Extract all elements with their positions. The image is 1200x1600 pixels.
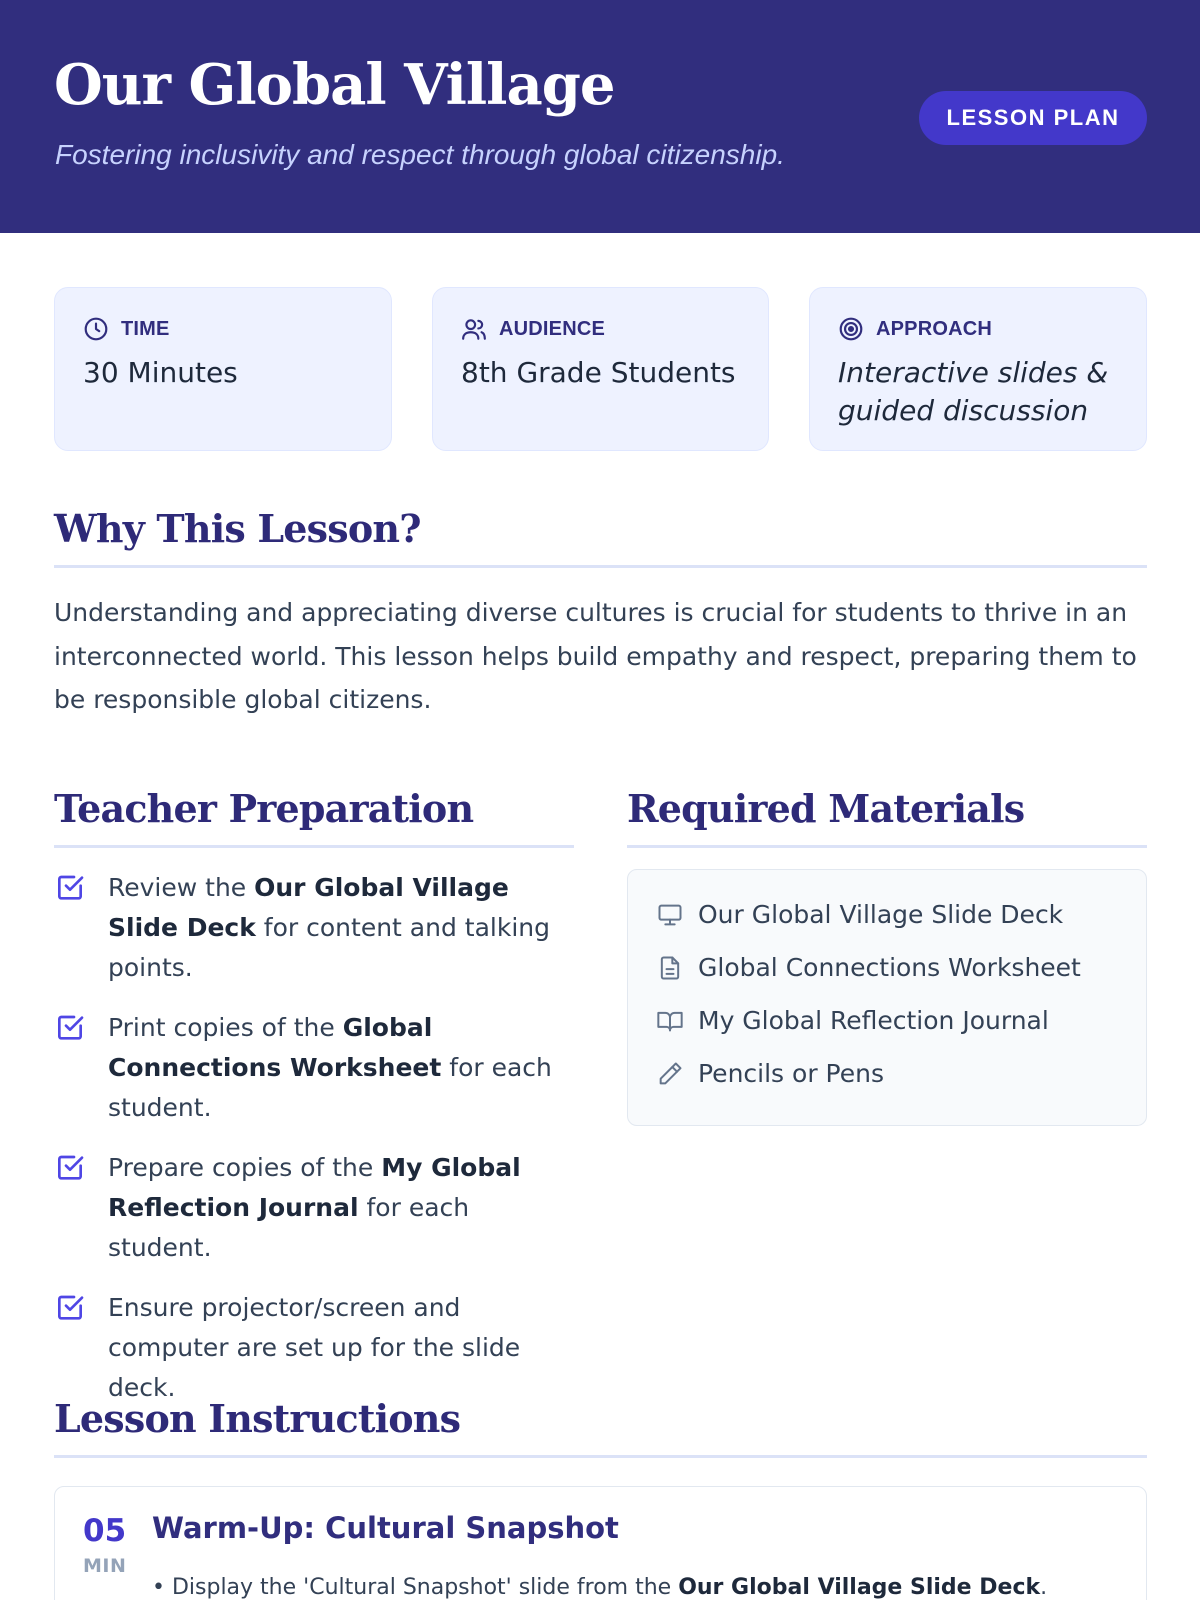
info-card-audience-label: AUDIENCE bbox=[461, 316, 605, 342]
preparation-item: Ensure projector/screen and computer are set up for the slide deck. bbox=[54, 1288, 574, 1408]
step-title: Warm-Up: Cultural Snapshot bbox=[152, 1511, 619, 1545]
why-divider bbox=[54, 565, 1147, 568]
step-text: • Display the 'Cultural Snapshot' slide from the Our Global Village Slide Deck. bbox=[152, 1575, 1048, 1600]
clock-icon bbox=[83, 316, 109, 342]
instructions-divider bbox=[54, 1455, 1147, 1458]
materials-divider bbox=[627, 845, 1147, 848]
book-icon bbox=[656, 1007, 684, 1035]
why-heading: Why This Lesson? bbox=[54, 506, 421, 551]
checkbox-checked-icon bbox=[54, 871, 86, 903]
page-subtitle: Fostering inclusivity and respect through global citizenship. bbox=[55, 139, 785, 170]
info-card-time-label: TIME bbox=[83, 316, 170, 342]
monitor-icon bbox=[656, 901, 684, 929]
checkbox-checked-icon bbox=[54, 1011, 86, 1043]
preparation-item: Review the Our Global Village Slide Deck for content and talking points. bbox=[54, 868, 574, 988]
header-banner bbox=[0, 0, 1200, 233]
preparation-divider bbox=[54, 845, 574, 848]
material-item: Our Global Village Slide Deck bbox=[656, 900, 1063, 929]
material-item: Pencils or Pens bbox=[656, 1059, 884, 1088]
info-card-time-value: 30 Minutes bbox=[83, 356, 238, 389]
preparation-heading: Teacher Preparation bbox=[54, 786, 474, 831]
material-item: My Global Reflection Journal bbox=[656, 1006, 1049, 1035]
preparation-item: Prepare copies of the My Global Reflection Journal for each student. bbox=[54, 1148, 574, 1268]
info-card-audience-value: 8th Grade Students bbox=[461, 356, 736, 389]
info-card-time bbox=[54, 287, 392, 451]
material-item: Global Connections Worksheet bbox=[656, 953, 1081, 982]
why-text: Understanding and appreciating diverse cultures is crucial for students to thrive in an interconnected world. This lesson helps build empathy and respect, preparing them to be responsible global citizens. bbox=[54, 598, 1137, 714]
info-card-approach-value: Interactive slides & guided discussion bbox=[838, 356, 1109, 427]
preparation-list bbox=[54, 868, 574, 1428]
instruction-step bbox=[54, 1486, 1147, 1600]
checkbox-checked-icon bbox=[54, 1291, 86, 1323]
step-minutes-unit: MIN bbox=[83, 1555, 127, 1577]
lesson-plan-badge: LESSON PLAN bbox=[919, 91, 1147, 145]
info-card-approach-label: APPROACH bbox=[838, 316, 992, 342]
materials-box bbox=[627, 869, 1147, 1126]
info-card-audience bbox=[432, 287, 769, 451]
document-icon bbox=[656, 954, 684, 982]
target-icon bbox=[838, 316, 864, 342]
info-card-approach bbox=[809, 287, 1147, 451]
pencil-icon bbox=[656, 1060, 684, 1088]
users-icon bbox=[461, 316, 487, 342]
step-minutes: 05 bbox=[83, 1513, 127, 1549]
page-title: Our Global Village bbox=[54, 52, 615, 118]
instructions-heading: Lesson Instructions bbox=[54, 1396, 461, 1441]
materials-heading: Required Materials bbox=[627, 786, 1025, 831]
checkbox-checked-icon bbox=[54, 1151, 86, 1183]
preparation-item: Print copies of the Global Connections Worksheet for each student. bbox=[54, 1008, 574, 1128]
